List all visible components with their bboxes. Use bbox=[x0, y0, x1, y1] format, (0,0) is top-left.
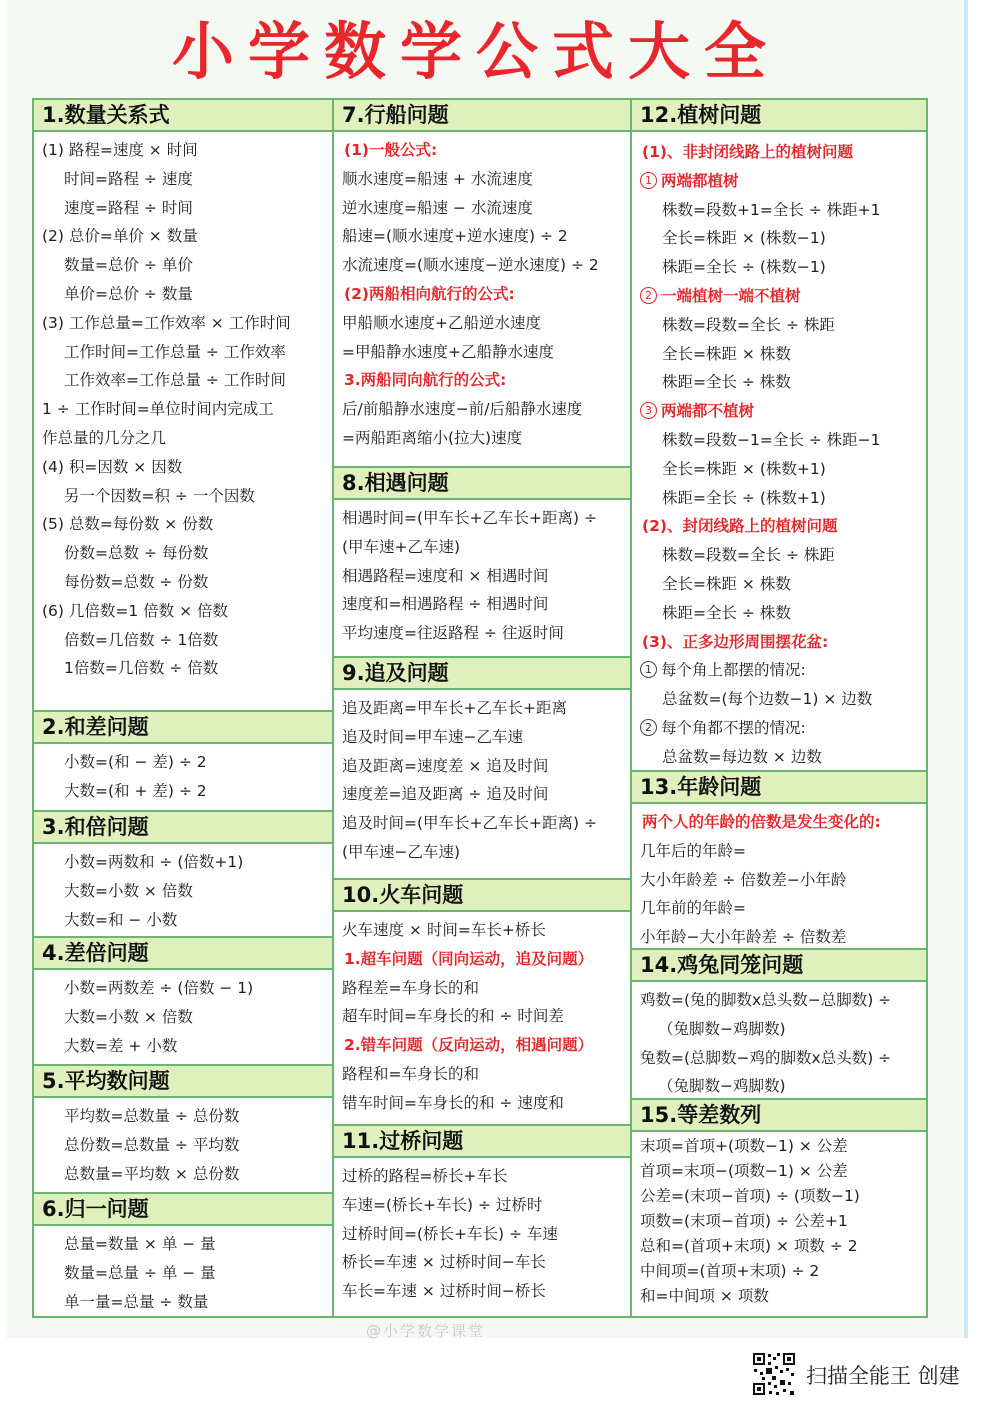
qr-code-icon bbox=[752, 1352, 796, 1396]
formula-line: 平均数=总数量 ÷ 总份数 bbox=[64, 1107, 240, 1125]
formula-line: （兔脚数−鸡脚数) bbox=[658, 1077, 786, 1096]
formula-line: 单价=总价 ÷ 数量 bbox=[64, 284, 193, 303]
formula-line: 数量=总量 ÷ 单 − 量 bbox=[64, 1263, 216, 1282]
section-unit-reduction bbox=[34, 1192, 332, 1316]
formula-line: 株距=全长 ÷ 株数 bbox=[662, 603, 791, 622]
formula-line: 株数=段数+1=全长 ÷ 株距+1 bbox=[662, 200, 881, 219]
formula-line: 1 ÷ 工作时间=单位时间内完成工 bbox=[42, 400, 274, 419]
section-quantity-relations bbox=[34, 100, 332, 710]
formula-line: 相遇路程=速度和 × 相遇时间 bbox=[342, 566, 549, 585]
formula-line: 平均速度=往返路程 ÷ 往返时间 bbox=[342, 624, 564, 643]
formula-line: 株数=段数=全长 ÷ 株距 bbox=[662, 315, 835, 334]
formula-line: 小数=两数和 ÷ (倍数+1) bbox=[64, 853, 244, 871]
formula-line: 船速=(顺水速度+逆水速度) ÷ 2 bbox=[342, 227, 568, 246]
column-1 bbox=[32, 98, 334, 1318]
formula-line: 株数=段数−1=全长 ÷ 株距−1 bbox=[662, 430, 881, 449]
formula-line: 总份数=总数量 ÷ 平均数 bbox=[64, 1135, 240, 1154]
formula-line: 全长=株距 × (株数−1) bbox=[662, 229, 826, 248]
formula-line: 1 每个角上都摆的情况: bbox=[640, 656, 926, 685]
section-header: 10.火车问题 bbox=[334, 880, 630, 912]
formula-line: 大数=(和 + 差) ÷ 2 bbox=[64, 781, 207, 800]
section-average bbox=[34, 1064, 332, 1192]
circled-number: 3 bbox=[640, 402, 657, 419]
formula-line: 每份数=总数 ÷ 份数 bbox=[64, 572, 209, 591]
formula-line: 顺水速度=船速 + 水流速度 bbox=[342, 169, 533, 188]
formula-line: 总盆数=每边数 × 边数 bbox=[662, 747, 822, 766]
formula-line: 几年前的年龄= bbox=[640, 899, 746, 918]
formula-line: 公差=(末项−首项) ÷ (项数−1) bbox=[640, 1187, 860, 1205]
section-chicken-rabbit bbox=[632, 948, 926, 1098]
formula-line: 大数=小数 × 倍数 bbox=[64, 1007, 193, 1026]
formula-line: 甲船顺水速度+乙船逆水速度 bbox=[342, 313, 541, 332]
formula-line: 2 每个角都不摆的情况: bbox=[640, 714, 926, 743]
formula-line: 总盆数=(每个边数−1) × 边数 bbox=[662, 690, 873, 709]
formula-line: 全长=株距 × (株数+1) bbox=[662, 459, 826, 478]
section-chase bbox=[334, 656, 630, 878]
formula-line: 份数=总数 ÷ 每份数 bbox=[64, 544, 209, 563]
formula-line: 小数=(和 − 差) ÷ 2 bbox=[64, 753, 207, 771]
formula-line: 火车速度 × 时间=车长+桥长 bbox=[342, 921, 546, 939]
formula-line: 小年龄−大小年龄差 ÷ 倍数差 bbox=[640, 928, 847, 947]
section-boat bbox=[334, 100, 630, 466]
formula-line: 错车时间=车身长的和 ÷ 速度和 bbox=[342, 1093, 564, 1112]
section-arithmetic-sequence bbox=[632, 1098, 926, 1316]
section-header: 5.平均数问题 bbox=[34, 1066, 332, 1098]
formula-line: 追及距离=甲车长+乙车长+距离 bbox=[342, 699, 567, 717]
formula-line: 桥长=车速 × 过桥时间−车长 bbox=[342, 1253, 546, 1272]
section-header: 1.数量关系式 bbox=[34, 100, 332, 132]
formula-line: 中间项=(首项+末项) ÷ 2 bbox=[640, 1262, 820, 1280]
formula-line: (甲车速+乙车速) bbox=[342, 537, 461, 556]
subheading: 3.两船同向航行的公式: bbox=[344, 371, 507, 390]
formula-line: 大小年龄差 ÷ 倍数差−小年龄 bbox=[640, 870, 847, 889]
formula-line: 大数=和 − 小数 bbox=[64, 910, 178, 929]
formula-line: 项数=(末项−首项) ÷ 公差+1 bbox=[640, 1212, 848, 1230]
formula-line: 时间=路程 ÷ 速度 bbox=[64, 169, 193, 188]
section-bridge bbox=[334, 1124, 630, 1316]
section-header: 14.鸡兔同笼问题 bbox=[632, 950, 926, 982]
subheading: (1)、非封闭线路上的植树问题 bbox=[642, 143, 853, 161]
formula-line: 后/前船静水速度−前/后船静水速度 bbox=[342, 400, 583, 419]
formula-line: 总和=(首项+末项) × 项数 ÷ 2 bbox=[640, 1237, 858, 1255]
scanner-credit: 扫描全能王 创建 bbox=[806, 1364, 960, 1388]
page-title: 小学数学公式大全 bbox=[171, 15, 780, 88]
section-header: 4.差倍问题 bbox=[34, 938, 332, 970]
formula-line: 逆水速度=船速 − 水流速度 bbox=[342, 198, 533, 217]
formula-line: 倍数=几倍数 ÷ 1倍数 bbox=[64, 630, 219, 649]
formula-line: 工作效率=工作总量 ÷ 工作时间 bbox=[64, 371, 286, 390]
formula-line: (3) 工作总量=工作效率 × 工作时间 bbox=[42, 313, 291, 332]
formula-line: 大数=差 + 小数 bbox=[64, 1036, 178, 1055]
formula-line: 大数=小数 × 倍数 bbox=[64, 881, 193, 900]
section-header: 9.追及问题 bbox=[334, 658, 630, 690]
section-header: 13.年龄问题 bbox=[632, 772, 926, 804]
section-header: 7.行船问题 bbox=[334, 100, 630, 132]
formula-line: 工作时间=工作总量 ÷ 工作效率 bbox=[64, 342, 286, 361]
subheading: 2.错车问题（反向运动，相遇问题） bbox=[344, 1036, 594, 1055]
section-header: 6.归一问题 bbox=[34, 1194, 332, 1226]
formula-line: 首项=末项−(项数−1) × 公差 bbox=[640, 1162, 848, 1180]
section-train bbox=[334, 878, 630, 1124]
subheading: 2 一端植树一端不植树 bbox=[640, 282, 926, 311]
formula-line: (4) 积=因数 × 因数 bbox=[42, 457, 183, 476]
formula-line: 速度和=相遇路程 ÷ 相遇时间 bbox=[342, 595, 549, 614]
formula-line: 追及时间=(甲车长+乙车长+距离) ÷ bbox=[342, 814, 597, 833]
subheading: (1)一般公式: bbox=[344, 141, 438, 159]
formula-line: 全长=株距 × 株数 bbox=[662, 344, 791, 363]
circled-number: 2 bbox=[640, 719, 657, 736]
subheading: 两个人的年龄的倍数是发生变化的: bbox=[642, 813, 881, 831]
formula-line: 几年后的年龄= bbox=[640, 841, 746, 860]
poster bbox=[6, 0, 968, 1338]
formula-line: 株距=全长 ÷ 株数 bbox=[662, 373, 791, 392]
formula-line: (2) 总价=单价 × 数量 bbox=[42, 227, 198, 246]
formula-line: 速度=路程 ÷ 时间 bbox=[64, 198, 193, 217]
subheading: 1.超车问题（同向运动，追及问题） bbox=[344, 949, 594, 968]
formula-line: 作总量的几分之几 bbox=[42, 428, 167, 447]
formula-line: 路程和=车身长的和 bbox=[342, 1064, 479, 1083]
formula-line: 1倍数=几倍数 ÷ 倍数 bbox=[64, 659, 219, 678]
section-sum-difference bbox=[34, 710, 332, 810]
formula-line: 和=中间项 × 项数 bbox=[640, 1287, 769, 1305]
formula-line: (甲车速−乙车速) bbox=[342, 842, 461, 861]
formula-line: =两船距离缩小(拉大)速度 bbox=[342, 428, 523, 447]
formula-line: 另一个因数=积 ÷ 一个因数 bbox=[64, 486, 255, 505]
subheading: (3)、正多边形周围摆花盆: bbox=[642, 632, 829, 651]
section-header: 15.等差数列 bbox=[632, 1100, 926, 1132]
formula-line: 超车时间=车身长的和 ÷ 时间差 bbox=[342, 1007, 564, 1026]
formula-line: 单一量=总量 ÷ 数量 bbox=[64, 1292, 209, 1311]
section-header: 8.相遇问题 bbox=[334, 468, 630, 500]
watermark: @小学数学课堂 bbox=[366, 1322, 486, 1340]
formula-line: 小数=两数差 ÷ (倍数 − 1) bbox=[64, 979, 254, 997]
section-difference-multiple bbox=[34, 936, 332, 1064]
formula-line: 追及距离=速度差 × 追及时间 bbox=[342, 756, 549, 775]
subheading: 1 两端都植树 bbox=[640, 167, 926, 196]
section-sum-multiple bbox=[34, 810, 332, 936]
column-2 bbox=[332, 98, 632, 1318]
section-tree-planting bbox=[632, 100, 926, 770]
formula-line: （兔脚数−鸡脚数) bbox=[658, 1019, 786, 1038]
formula-line: 总数量=平均数 × 总份数 bbox=[64, 1164, 240, 1183]
column-3 bbox=[630, 98, 928, 1318]
formula-line: 速度差=追及距离 ÷ 追及时间 bbox=[342, 785, 549, 804]
formula-line: 数量=总价 ÷ 单价 bbox=[64, 256, 193, 275]
circled-number: 1 bbox=[640, 172, 657, 189]
subheading: (2)、封闭线路上的植树问题 bbox=[642, 517, 838, 536]
formula-line: 水流速度=(顺水速度−逆水速度) ÷ 2 bbox=[342, 256, 599, 275]
subheading: (2)两船相向航行的公式: bbox=[344, 284, 515, 303]
formula-line: 末项=首项+(项数−1) × 公差 bbox=[640, 1137, 848, 1155]
circled-number: 1 bbox=[640, 661, 657, 678]
formula-line: (1) 路程=速度 × 时间 bbox=[42, 141, 198, 159]
formula-line: (6) 几倍数=1 倍数 × 倍数 bbox=[42, 601, 229, 620]
formula-line: =甲船静水速度+乙船静水速度 bbox=[342, 342, 554, 361]
scanner-footer bbox=[752, 1352, 982, 1396]
subheading: 3 两端都不植树 bbox=[640, 397, 926, 426]
formula-line: 相遇时间=(甲车长+乙车长+距离) ÷ bbox=[342, 509, 597, 527]
formula-line: 株距=全长 ÷ (株数+1) bbox=[662, 488, 826, 507]
formula-line: 追及时间=甲车速−乙车速 bbox=[342, 727, 523, 746]
formula-line: 鸡数=(兔的脚数x总头数−总脚数) ÷ bbox=[640, 991, 892, 1009]
section-header: 11.过桥问题 bbox=[334, 1126, 630, 1158]
formula-line: 兔数=(总脚数−鸡的脚数x总头数) ÷ bbox=[640, 1048, 892, 1067]
formula-line: 车长=车速 × 过桥时间−桥长 bbox=[342, 1282, 546, 1301]
formula-line: 路程差=车身长的和 bbox=[342, 978, 479, 997]
formula-line: 全长=株距 × 株数 bbox=[662, 574, 791, 593]
formula-line: 车速=(桥长+车长) ÷ 过桥时 bbox=[342, 1195, 543, 1214]
section-meeting bbox=[334, 466, 630, 656]
formula-line: 过桥的路程=桥长+车长 bbox=[342, 1167, 508, 1185]
formula-line: 株数=段数=全长 ÷ 株距 bbox=[662, 546, 835, 565]
formula-line: 总量=数量 × 单 − 量 bbox=[64, 1235, 216, 1253]
circled-number: 2 bbox=[640, 287, 657, 304]
section-header: 2.和差问题 bbox=[34, 712, 332, 744]
formula-line: 株距=全长 ÷ (株数−1) bbox=[662, 258, 826, 277]
formula-line: 过桥时间=(桥长+车长) ÷ 车速 bbox=[342, 1224, 558, 1243]
section-age bbox=[632, 770, 926, 948]
section-header: 12.植树问题 bbox=[632, 100, 926, 132]
formula-line: (5) 总数=每份数 × 份数 bbox=[42, 515, 214, 534]
section-header: 3.和倍问题 bbox=[34, 812, 332, 844]
